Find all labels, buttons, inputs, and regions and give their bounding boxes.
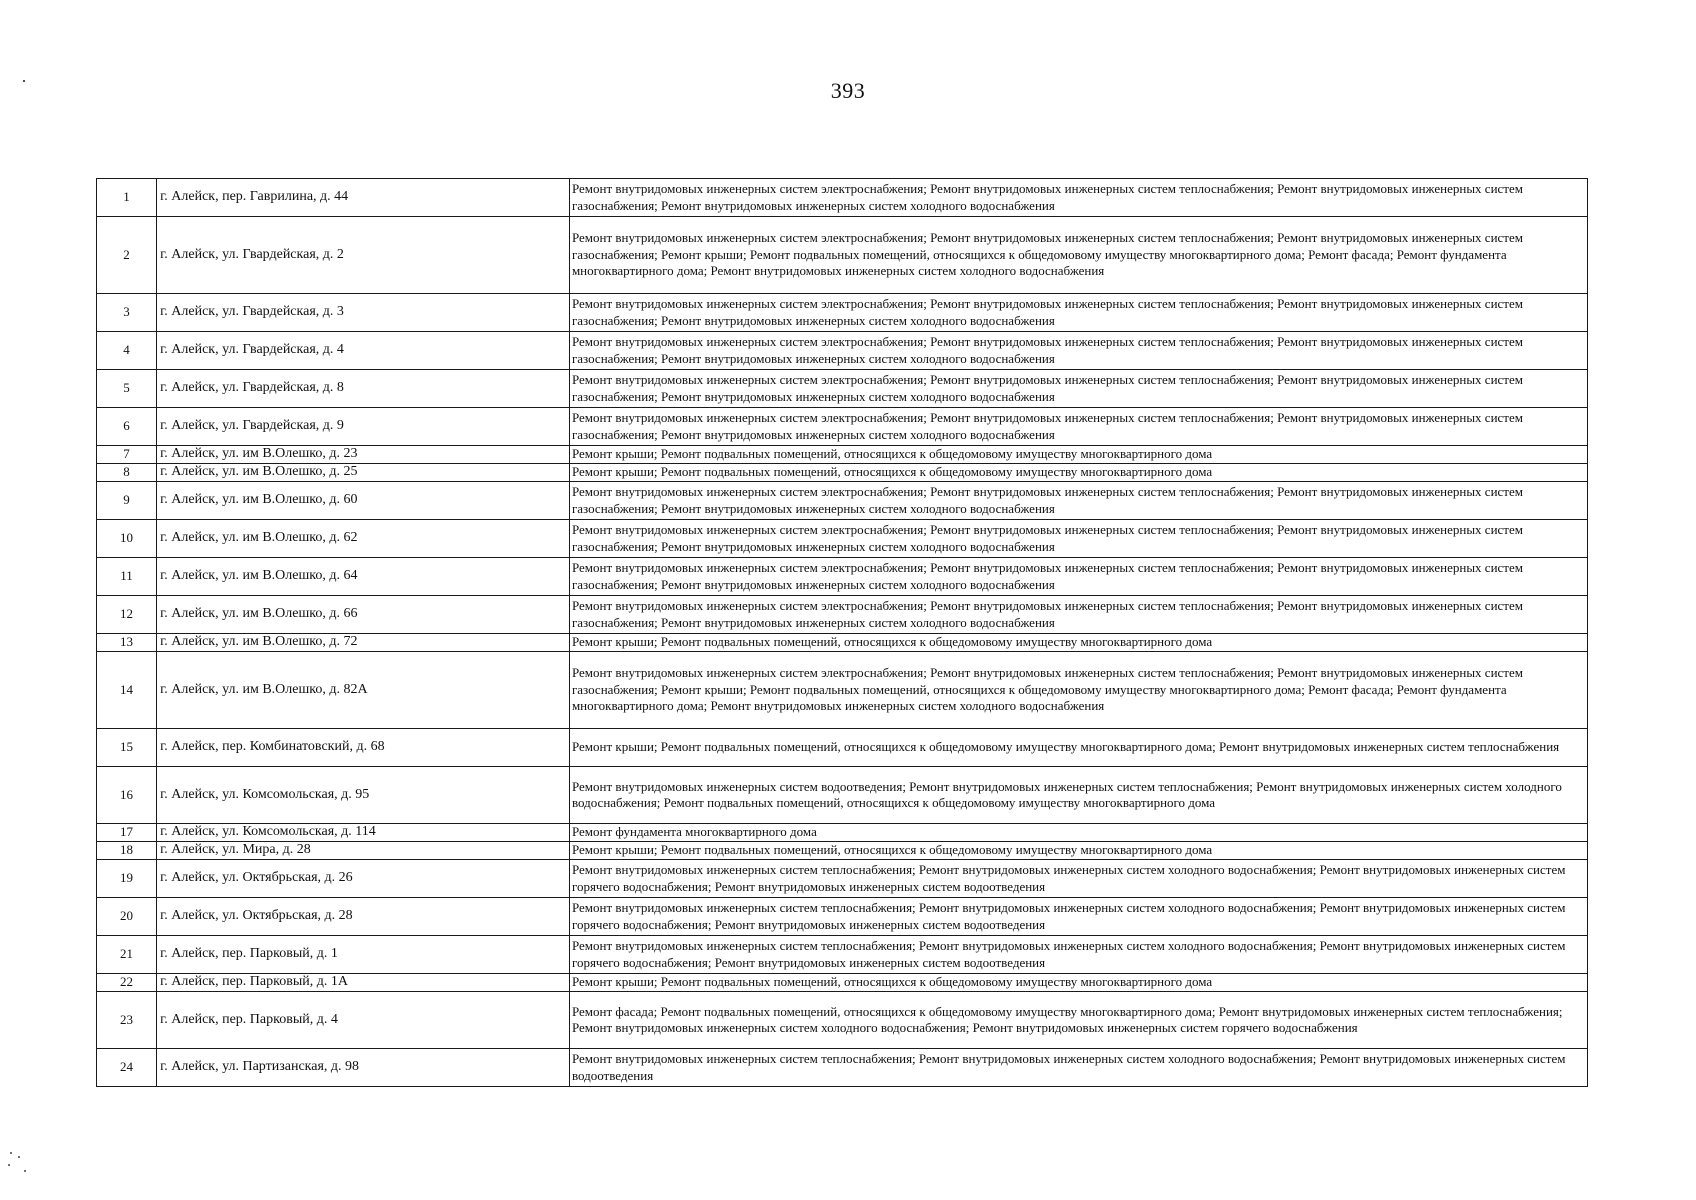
row-number: 2 xyxy=(97,217,157,294)
table-row xyxy=(97,446,1588,464)
row-number: 7 xyxy=(97,446,157,464)
table-row xyxy=(97,634,1588,652)
row-address: г. Алейск, ул. Гвардейская, д. 2 xyxy=(157,217,570,294)
table-row xyxy=(97,408,1588,446)
table-row xyxy=(97,936,1588,974)
row-number: 13 xyxy=(97,634,157,652)
row-number: 14 xyxy=(97,652,157,729)
row-address: г. Алейск, ул. им В.Олешко, д. 23 xyxy=(157,446,570,464)
row-number: 1 xyxy=(97,179,157,217)
row-address: г. Алейск, ул. им В.Олешко, д. 60 xyxy=(157,482,570,520)
row-address: г. Алейск, ул. Гвардейская, д. 9 xyxy=(157,408,570,446)
row-works: Ремонт внутридомовых инженерных систем электроснабжения; Ремонт внутридомовых инженерных систем теплоснабжения; Ремонт внутридомовых инженерных систем газоснабжения; Ремонт крыши; Ремонт подвальных помещений, относящихся к общедомовому имуществу многоквартирного дома; Ремонт фасада; Ремонт фундамента многоквартирного дома; Ремонт внутридомовых инженерных систем холодного водоснабжения xyxy=(569,217,1587,294)
row-works: Ремонт внутридомовых инженерных систем электроснабжения; Ремонт внутридомовых инженерных систем теплоснабжения; Ремонт внутридомовых инженерных систем газоснабжения; Ремонт внутридомовых инженерных систем холодного водоснабжения xyxy=(569,332,1587,370)
table-row xyxy=(97,217,1588,294)
row-works: Ремонт крыши; Ремонт подвальных помещений, относящихся к общедомовому имуществу многоквартирного дома xyxy=(569,842,1587,860)
table-row xyxy=(97,464,1588,482)
row-works: Ремонт крыши; Ремонт подвальных помещений, относящихся к общедомовому имуществу многоквартирного дома xyxy=(569,974,1587,992)
table-row xyxy=(97,370,1588,408)
row-works: Ремонт крыши; Ремонт подвальных помещений, относящихся к общедомовому имуществу многоквартирного дома xyxy=(569,634,1587,652)
row-number: 15 xyxy=(97,729,157,767)
repair-registry-table xyxy=(96,178,1588,1087)
row-address: г. Алейск, ул. им В.Олешко, д. 66 xyxy=(157,596,570,634)
row-address: г. Алейск, ул. им В.Олешко, д. 64 xyxy=(157,558,570,596)
row-address: г. Алейск, пер. Комбинатовский, д. 68 xyxy=(157,729,570,767)
row-number: 6 xyxy=(97,408,157,446)
row-address: г. Алейск, ул. им В.Олешко, д. 72 xyxy=(157,634,570,652)
row-number: 22 xyxy=(97,974,157,992)
row-address: г. Алейск, ул. Гвардейская, д. 8 xyxy=(157,370,570,408)
row-number: 21 xyxy=(97,936,157,974)
scan-speck xyxy=(18,1156,20,1158)
row-address: г. Алейск, ул. Гвардейская, д. 4 xyxy=(157,332,570,370)
row-number: 20 xyxy=(97,898,157,936)
row-works: Ремонт внутридомовых инженерных систем электроснабжения; Ремонт внутридомовых инженерных систем теплоснабжения; Ремонт внутридомовых инженерных систем газоснабжения; Ремонт внутридомовых инженерных систем холодного водоснабжения xyxy=(569,596,1587,634)
row-number: 3 xyxy=(97,294,157,332)
scan-specks xyxy=(6,1150,30,1180)
row-number: 4 xyxy=(97,332,157,370)
table-row xyxy=(97,596,1588,634)
row-works: Ремонт фундамента многоквартирного дома xyxy=(569,824,1587,842)
row-works: Ремонт внутридомовых инженерных систем теплоснабжения; Ремонт внутридомовых инженерных систем холодного водоснабжения; Ремонт внутридомовых инженерных систем водоотведения xyxy=(569,1049,1587,1087)
row-address: г. Алейск, ул. им В.Олешко, д. 25 xyxy=(157,464,570,482)
row-works: Ремонт внутридомовых инженерных систем электроснабжения; Ремонт внутридомовых инженерных систем теплоснабжения; Ремонт внутридомовых инженерных систем газоснабжения; Ремонт внутридомовых инженерных систем холодного водоснабжения xyxy=(569,294,1587,332)
table-row xyxy=(97,179,1588,217)
row-address: г. Алейск, пер. Гаврилина, д. 44 xyxy=(157,179,570,217)
table-row xyxy=(97,558,1588,596)
row-address: г. Алейск, пер. Парковый, д. 1 xyxy=(157,936,570,974)
row-number: 11 xyxy=(97,558,157,596)
table-row xyxy=(97,729,1588,767)
row-number: 18 xyxy=(97,842,157,860)
table-row xyxy=(97,482,1588,520)
row-number: 24 xyxy=(97,1049,157,1087)
row-works: Ремонт крыши; Ремонт подвальных помещений, относящихся к общедомовому имуществу многоквартирного дома; Ремонт внутридомовых инженерных систем теплоснабжения xyxy=(569,729,1587,767)
row-works: Ремонт внутридомовых инженерных систем электроснабжения; Ремонт внутридомовых инженерных систем теплоснабжения; Ремонт внутридомовых инженерных систем газоснабжения; Ремонт внутридомовых инженерных систем холодного водоснабжения xyxy=(569,482,1587,520)
row-number: 8 xyxy=(97,464,157,482)
row-works: Ремонт внутридомовых инженерных систем теплоснабжения; Ремонт внутридомовых инженерных систем холодного водоснабжения; Ремонт внутридомовых инженерных систем горячего водоснабжения; Ремонт внутридомовых инженерных систем водоотведения xyxy=(569,936,1587,974)
row-number: 23 xyxy=(97,992,157,1049)
page-number: 393 xyxy=(830,78,866,103)
row-works: Ремонт крыши; Ремонт подвальных помещений, относящихся к общедомовому имуществу многоквартирного дома xyxy=(569,446,1587,464)
table-row xyxy=(97,824,1588,842)
row-address: г. Алейск, ул. Комсомольская, д. 95 xyxy=(157,767,570,824)
table-row xyxy=(97,294,1588,332)
row-works: Ремонт внутридомовых инженерных систем теплоснабжения; Ремонт внутридомовых инженерных систем холодного водоснабжения; Ремонт внутридомовых инженерных систем горячего водоснабжения; Ремонт внутридомовых инженерных систем водоотведения xyxy=(569,898,1587,936)
table-row xyxy=(97,974,1588,992)
row-works: Ремонт фасада; Ремонт подвальных помещений, относящихся к общедомовому имуществу многоквартирного дома; Ремонт внутридомовых инженерных систем теплоснабжения; Ремонт внутридомовых инженерных систем холодного водоснабжения; Ремонт внутридомовых инженерных систем горячего водоснабжения xyxy=(569,992,1587,1049)
row-works: Ремонт внутридомовых инженерных систем электроснабжения; Ремонт внутридомовых инженерных систем теплоснабжения; Ремонт внутридомовых инженерных систем газоснабжения; Ремонт внутридомовых инженерных систем холодного водоснабжения xyxy=(569,179,1587,217)
row-works: Ремонт внутридомовых инженерных систем электроснабжения; Ремонт внутридомовых инженерных систем теплоснабжения; Ремонт внутридомовых инженерных систем газоснабжения; Ремонт внутридомовых инженерных систем холодного водоснабжения xyxy=(569,370,1587,408)
row-address: г. Алейск, ул. Октябрьская, д. 26 xyxy=(157,860,570,898)
row-number: 12 xyxy=(97,596,157,634)
row-address: г. Алейск, ул. им В.Олешко, д. 62 xyxy=(157,520,570,558)
row-works: Ремонт внутридомовых инженерных систем электроснабжения; Ремонт внутридомовых инженерных систем теплоснабжения; Ремонт внутридомовых инженерных систем газоснабжения; Ремонт крыши; Ремонт подвальных помещений, относящихся к общедомовому имуществу многоквартирного дома; Ремонт фасада; Ремонт фундамента многоквартирного дома; Ремонт внутридомовых инженерных систем холодного водоснабжения xyxy=(569,652,1587,729)
row-number: 19 xyxy=(97,860,157,898)
row-number: 16 xyxy=(97,767,157,824)
row-address: г. Алейск, пер. Парковый, д. 4 xyxy=(157,992,570,1049)
table-row xyxy=(97,520,1588,558)
table-row xyxy=(97,860,1588,898)
row-address: г. Алейск, пер. Парковый, д. 1А xyxy=(157,974,570,992)
row-address: г. Алейск, ул. им В.Олешко, д. 82А xyxy=(157,652,570,729)
table-row xyxy=(97,652,1588,729)
table-row xyxy=(97,332,1588,370)
row-number: 17 xyxy=(97,824,157,842)
row-number: 10 xyxy=(97,520,157,558)
scan-speck xyxy=(10,1152,12,1154)
row-address: г. Алейск, ул. Мира, д. 28 xyxy=(157,842,570,860)
row-works: Ремонт внутридомовых инженерных систем теплоснабжения; Ремонт внутридомовых инженерных систем холодного водоснабжения; Ремонт внутридомовых инженерных систем горячего водоснабжения; Ремонт внутридомовых инженерных систем водоотведения xyxy=(569,860,1587,898)
row-works: Ремонт крыши; Ремонт подвальных помещений, относящихся к общедомовому имуществу многоквартирного дома xyxy=(569,464,1587,482)
table-row xyxy=(97,992,1588,1049)
table-row xyxy=(97,767,1588,824)
row-number: 5 xyxy=(97,370,157,408)
row-works: Ремонт внутридомовых инженерных систем электроснабжения; Ремонт внутридомовых инженерных систем теплоснабжения; Ремонт внутридомовых инженерных систем газоснабжения; Ремонт внутридомовых инженерных систем холодного водоснабжения xyxy=(569,520,1587,558)
scan-speck xyxy=(24,1170,26,1172)
row-works: Ремонт внутридомовых инженерных систем электроснабжения; Ремонт внутридомовых инженерных систем теплоснабжения; Ремонт внутридомовых инженерных систем газоснабжения; Ремонт внутридомовых инженерных систем холодного водоснабжения xyxy=(569,558,1587,596)
row-number: 9 xyxy=(97,482,157,520)
row-works: Ремонт внутридомовых инженерных систем электроснабжения; Ремонт внутридомовых инженерных систем теплоснабжения; Ремонт внутридомовых инженерных систем газоснабжения; Ремонт внутридомовых инженерных систем холодного водоснабжения xyxy=(569,408,1587,446)
row-works: Ремонт внутридомовых инженерных систем водоотведения; Ремонт внутридомовых инженерных систем теплоснабжения; Ремонт внутридомовых инженерных систем холодного водоснабжения; Ремонт подвальных помещений, относящихся к общедомовому имуществу многоквартирного дома xyxy=(569,767,1587,824)
row-address: г. Алейск, ул. Партизанская, д. 98 xyxy=(157,1049,570,1087)
row-address: г. Алейск, ул. Гвардейская, д. 3 xyxy=(157,294,570,332)
row-address: г. Алейск, ул. Комсомольская, д. 114 xyxy=(157,824,570,842)
table-row xyxy=(97,842,1588,860)
table-row xyxy=(97,1049,1588,1087)
table-row xyxy=(97,898,1588,936)
row-address: г. Алейск, ул. Октябрьская, д. 28 xyxy=(157,898,570,936)
scan-speck xyxy=(8,1164,10,1166)
